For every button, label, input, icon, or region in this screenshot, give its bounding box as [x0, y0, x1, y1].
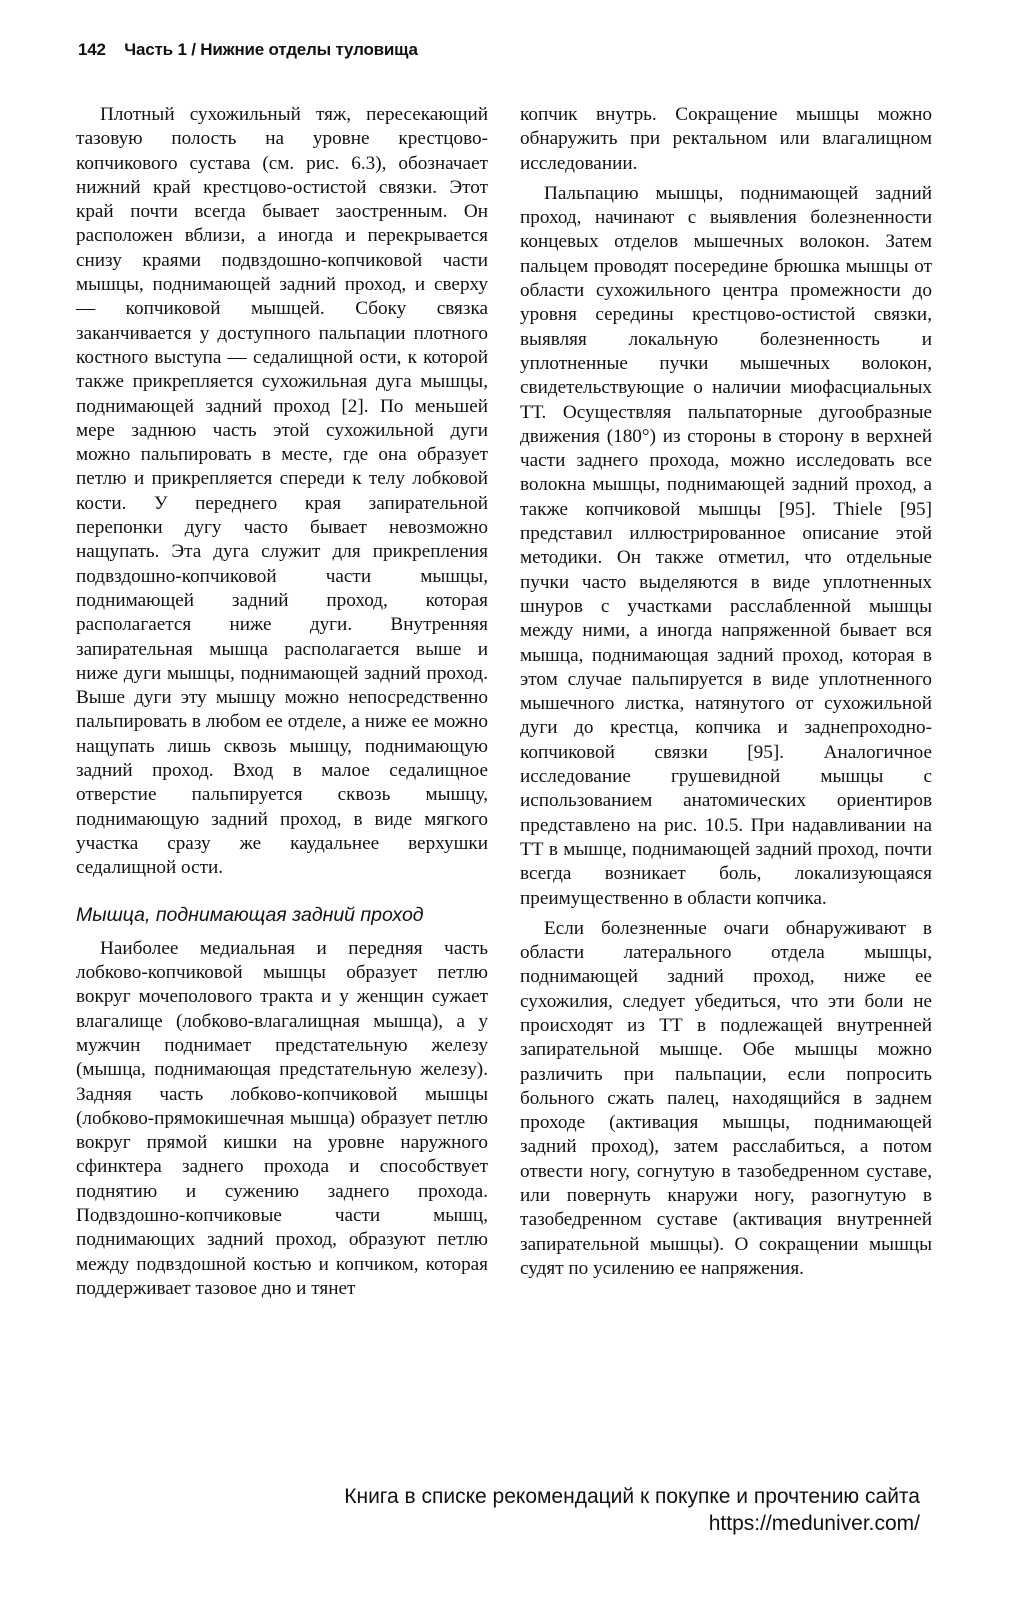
paragraph-levator-ani-anatomy: Наиболее медиальная и передняя часть лобково-копчиковой мышцы образует петлю вокруг мочеполового тракта и у женщин сужает влагалище (лобково-влагалищная мышца), а у мужчин поднимает предстательную железу (мышца, поднимающая предстательную железу). Задняя часть лобково-копчиковой мышцы (лобково-прямокишечная мышца) образует петлю вокруг прямой кишки на уровне наружного сфинктера заднего прохода и способствует поднятию и сужению заднего прохода. Подвздошно-копчиковые части мышц, поднимающих задний проход, образуют петлю между подвздошной костью и копчиком, которая поддерживает тазовое дно и тянет [76, 937, 488, 1299]
running-header [78, 40, 418, 60]
paragraph-sacrospinous-ligament: Плотный сухожильный тяж, пересекающий тазовую полость на уровне крестцово-копчикового сустава (см. рис. 6.3), обозначает нижний край крестцово-остистой связки. Этот край почти всегда бывает заостренным. Он расположен вблизи, а иногда и перекрывается снизу краями подвздошно-копчиковой части мышцы, поднимающей задний проход, и сверху — копчиковой мышцей. Сбоку связка заканчивается у доступного пальпации плотного костного выступа — седалищной ости, к которой также прикрепляется сухожильная дуга мышцы, поднимающей задний проход [2]. По меньшей мере заднюю часть этой сухожильной дуги можно пальпировать в месте, где она образует петлю и прикрепляется спереди к телу лобковой кости. У переднего края запирательной перепонки дугу часто бывает невозможно нащупать. Эта дуга служит для прикрепления подвздошно-копчиковой части мышцы, поднимающей задний проход, которая располагается ниже дуги. Внутренняя запирательная мышца располагается выше и ниже дуги мышцы, поднимающей задний проход. Выше дуги эту мышцу можно непосредственно пальпировать в любом ее отделе, а ниже ее можно нащупать лишь сквозь мышцу, поднимающую задний проход. Вход в малое седалищное отверстие пальпируется сквозь мышцу, поднимающую задний проход, в виде мягкого участка сразу же каудальнее верхушки седалищной ости. [76, 104, 488, 879]
running-title: Часть 1 / Нижние отделы туловища [124, 40, 418, 59]
paragraph-continued: копчик внутрь. Сокращение мышцы можно обнаружить при ректальном или влагалищном исследовании. [520, 104, 932, 174]
left-column [76, 103, 488, 1307]
section-heading-levator-ani: Мышца, поднимающая задний проход [76, 903, 424, 926]
right-column [520, 103, 932, 1287]
paragraph-palpation-technique: Пальпацию мышцы, поднимающей задний проход, начинают с выявления болезненности концевых отделов мышечных волокон. Затем пальцем проводят посередине брюшка мышцы от области сухожильного центра промежности до уровня середины крестцово-остистой связки, выявляя локальную болезненность и уплотненные пучки мышечных волокон, свидетельствующие о наличии миофасциальных ТТ. Осуществляя пальпаторные дугообразные движения (180°) из стороны в сторону в верхней части заднего прохода, можно исследовать все волокна мышцы, поднимающей задний проход, а также копчиковой мышцы [95]. Thiele [95] представил иллюстрированное описание этой методики. Он также отметил, что отдельные пучки часто выделяются в виде уплотненных шнуров с участками расслабленной мышцы между ними, а иногда напряженной бывает вся мышца, поднимающая задний проход, которая в этом случае пальпируется в виде уплотненного мышечного листка, натянутого от сухожильной дуги до крестца, копчика и заднепроходно-копчиковой связки [95]. Аналогичное исследование грушевидной мышцы с использованием анатомических ориентиров представлено на рис. 10.5. При надавливании на ТТ в мышце, поднимающей задний проход, почти всегда возникает боль, локализующаяся преимущественно в области копчика. [520, 182, 932, 909]
paragraph-differential-palpation: Если болезненные очаги обнаруживают в области латерального отдела мышцы, поднимающей задний проход, ниже ее сухожилия, следует убедиться, что эти боли не происходят из ТТ в подлежащей внутренней запирательной мышце. Обе мышцы можно различить при пальпации, если попросить больного сжать палец, находящийся в заднем проходе (активация мышцы, поднимающей задний проход), затем расслабиться, а потом отвести ногу, согнутую в тазобедренном суставе, или повернуть кнаружи ногу, разогнутую в тазобедренном суставе (активация внутренней запирательной мышцы). О сокращении мышцы судят по усилению ее напряжения. [520, 917, 932, 1279]
site-watermark-footer: Книга в списке рекомендаций к покупке и прочтению сайта https://meduniver.com/ [344, 1485, 920, 1535]
page-number: 142 [78, 40, 106, 59]
